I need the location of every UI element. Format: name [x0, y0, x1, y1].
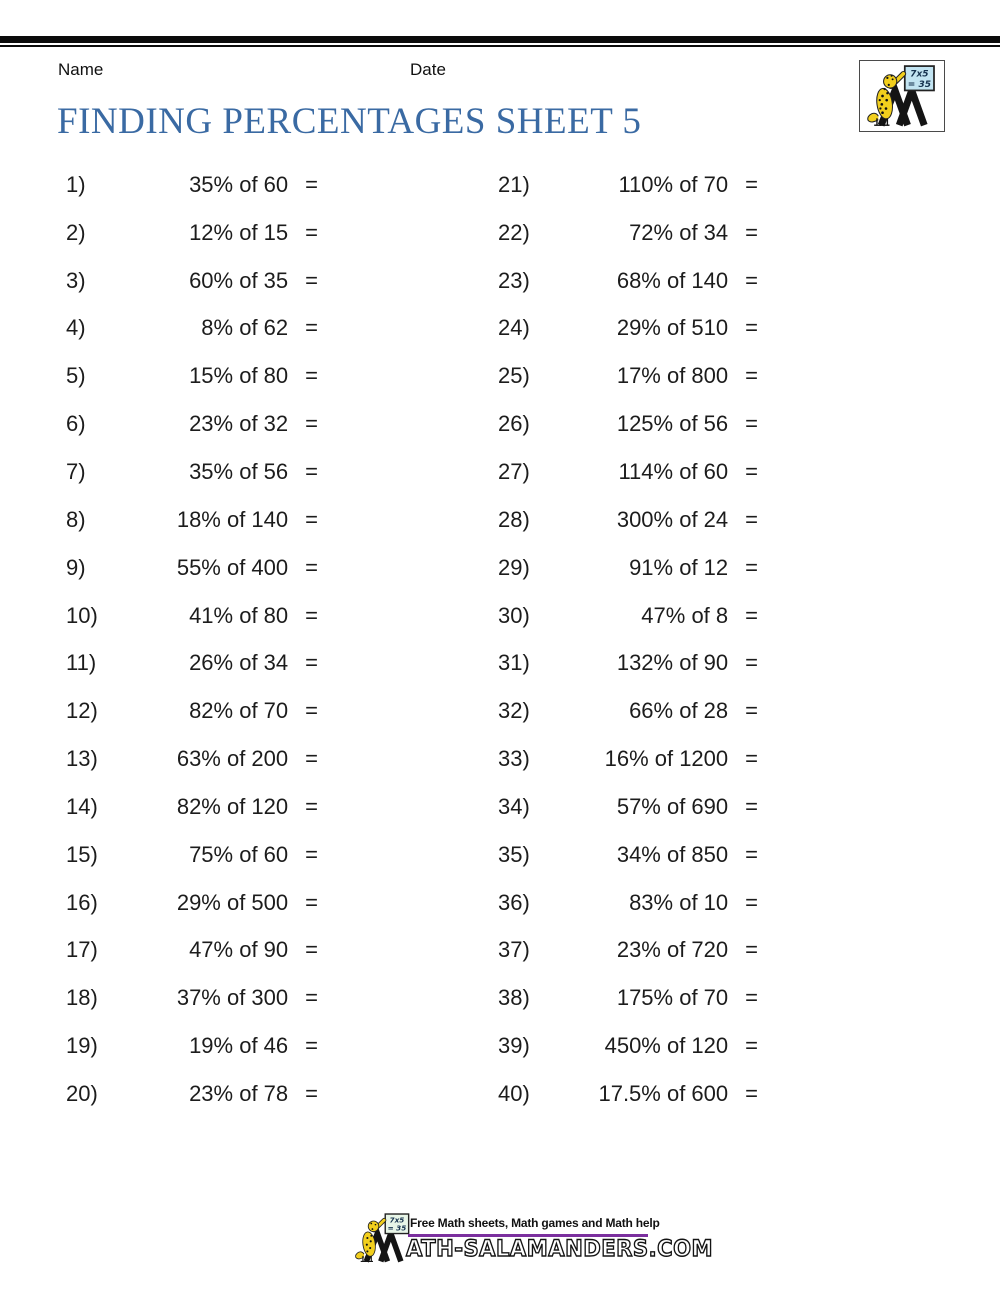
problem-row — [498, 735, 758, 783]
logo-board-line1: 7x5 — [910, 69, 929, 80]
problem-row — [498, 209, 758, 257]
problem-expression: 300% of 24 — [616, 506, 729, 532]
problem-row — [66, 735, 318, 783]
equals-sign: = — [745, 650, 758, 676]
problem-row — [498, 257, 758, 305]
problem-expression: 8% of 62 — [201, 315, 289, 341]
problem-row — [498, 544, 758, 592]
problem-expression: 37% of 300 — [176, 985, 289, 1011]
equals-sign: = — [305, 1080, 318, 1106]
top-rule-thick-line — [0, 36, 1000, 43]
problem-row — [66, 161, 318, 209]
equals-sign: = — [305, 746, 318, 772]
problem-number: 4) — [66, 315, 86, 341]
problem-expression: 125% of 56 — [616, 411, 729, 437]
problem-expression: 72% of 34 — [629, 219, 729, 245]
problem-row — [498, 305, 758, 353]
problem-number: 30) — [498, 602, 530, 628]
problem-number: 40) — [498, 1080, 530, 1106]
problem-expression: 83% of 10 — [629, 889, 729, 915]
equals-sign: = — [305, 889, 318, 915]
equals-sign: = — [745, 841, 758, 867]
problem-row — [498, 687, 758, 735]
equals-sign: = — [305, 411, 318, 437]
problem-number: 16) — [66, 889, 98, 915]
problem-number: 19) — [66, 1033, 98, 1059]
problem-row — [66, 305, 318, 353]
footer-tagline: Free Math sheets, Math games and Math help — [410, 1216, 660, 1230]
problem-row — [498, 1070, 758, 1118]
problem-row — [66, 400, 318, 448]
problem-number: 5) — [66, 363, 86, 389]
problem-expression: 110% of 70 — [618, 171, 729, 197]
problem-number: 6) — [66, 411, 86, 437]
equals-sign: = — [305, 650, 318, 676]
problem-expression: 114% of 60 — [618, 458, 729, 484]
equals-sign: = — [305, 602, 318, 628]
equals-sign: = — [305, 841, 318, 867]
equals-sign: = — [745, 458, 758, 484]
problem-expression: 26% of 34 — [189, 650, 289, 676]
problem-expression: 19% of 46 — [189, 1033, 289, 1059]
problems-left-column — [66, 161, 318, 1118]
problem-number: 20) — [66, 1080, 98, 1106]
problem-number: 35) — [498, 841, 530, 867]
problem-expression: 17.5% of 600 — [598, 1080, 729, 1106]
problem-expression: 29% of 500 — [176, 889, 289, 915]
problem-expression: 63% of 200 — [176, 746, 289, 772]
problem-row — [498, 879, 758, 927]
math-salamanders-logo-icon — [864, 64, 940, 128]
problem-row — [498, 1022, 758, 1070]
top-double-rule — [0, 36, 1000, 47]
problem-number: 22) — [498, 219, 530, 245]
problem-number: 37) — [498, 937, 530, 963]
equals-sign: = — [745, 1080, 758, 1106]
equals-sign: = — [305, 171, 318, 197]
problem-number: 34) — [498, 793, 530, 819]
footer-logo-board-line1: 7x5 — [389, 1215, 405, 1225]
problem-expression: 68% of 140 — [616, 267, 729, 293]
problem-expression: 23% of 720 — [616, 937, 729, 963]
problem-row — [66, 448, 318, 496]
problem-number: 21) — [498, 171, 530, 197]
equals-sign: = — [745, 315, 758, 341]
problem-row — [66, 974, 318, 1022]
problem-number: 13) — [66, 746, 98, 772]
problem-number: 14) — [66, 793, 98, 819]
problems-right-column — [498, 161, 758, 1118]
date-label: Date — [410, 60, 446, 79]
equals-sign: = — [305, 793, 318, 819]
problem-number: 25) — [498, 363, 530, 389]
footer-salamander-logo-icon — [354, 1212, 412, 1264]
problem-expression: 12% of 15 — [189, 219, 289, 245]
problem-row — [498, 592, 758, 640]
problem-row — [66, 879, 318, 927]
problem-expression: 57% of 690 — [616, 793, 729, 819]
problem-expression: 41% of 80 — [189, 602, 289, 628]
equals-sign: = — [745, 267, 758, 293]
equals-sign: = — [745, 171, 758, 197]
problem-number: 33) — [498, 746, 530, 772]
problem-number: 29) — [498, 554, 530, 580]
problem-expression: 18% of 140 — [176, 506, 289, 532]
equals-sign: = — [305, 698, 318, 724]
problem-expression: 15% of 80 — [189, 363, 289, 389]
problem-number: 1) — [66, 171, 86, 197]
problem-number: 3) — [66, 267, 86, 293]
problem-number: 26) — [498, 411, 530, 437]
equals-sign: = — [745, 698, 758, 724]
problem-row — [66, 783, 318, 831]
problem-row — [66, 687, 318, 735]
equals-sign: = — [745, 602, 758, 628]
problem-number: 11) — [66, 650, 97, 676]
equals-sign: = — [305, 985, 318, 1011]
problem-row — [498, 161, 758, 209]
problem-expression: 16% of 1200 — [604, 746, 729, 772]
problem-row — [66, 209, 318, 257]
problem-row — [66, 496, 318, 544]
problem-number: 23) — [498, 267, 530, 293]
equals-sign: = — [745, 793, 758, 819]
problem-row — [498, 448, 758, 496]
problem-expression: 35% of 60 — [189, 171, 289, 197]
equals-sign: = — [745, 746, 758, 772]
problem-expression: 60% of 35 — [189, 267, 289, 293]
problem-expression: 47% of 90 — [189, 937, 289, 963]
equals-sign: = — [305, 506, 318, 532]
equals-sign: = — [745, 411, 758, 437]
problem-row — [66, 1022, 318, 1070]
problem-number: 18) — [66, 985, 98, 1011]
equals-sign: = — [745, 506, 758, 532]
problem-expression: 75% of 60 — [189, 841, 289, 867]
equals-sign: = — [305, 1033, 318, 1059]
equals-sign: = — [305, 554, 318, 580]
problem-row — [498, 639, 758, 687]
problem-row — [66, 257, 318, 305]
logo-board — [905, 66, 934, 90]
problem-number: 39) — [498, 1033, 530, 1059]
equals-sign: = — [305, 219, 318, 245]
problem-expression: 132% of 90 — [616, 650, 729, 676]
problem-number: 2) — [66, 219, 86, 245]
problem-expression: 82% of 120 — [176, 793, 289, 819]
page-title: FINDING PERCENTAGES SHEET 5 — [57, 101, 642, 142]
problem-number: 7) — [66, 458, 86, 484]
problem-expression: 35% of 56 — [189, 458, 289, 484]
problem-expression: 17% of 800 — [616, 363, 729, 389]
problem-expression: 47% of 8 — [641, 602, 729, 628]
problem-row — [66, 592, 318, 640]
problem-number: 17) — [66, 937, 98, 963]
equals-sign: = — [745, 985, 758, 1011]
problem-expression: 23% of 32 — [189, 411, 289, 437]
equals-sign: = — [305, 458, 318, 484]
footer-logo-board-line2: = 35 — [387, 1223, 407, 1233]
equals-sign: = — [305, 267, 318, 293]
problem-row — [66, 544, 318, 592]
problem-number: 27) — [498, 458, 530, 484]
problem-number: 9) — [66, 554, 86, 580]
problem-expression: 82% of 70 — [189, 698, 289, 724]
problem-row — [498, 352, 758, 400]
problem-expression: 29% of 510 — [616, 315, 729, 341]
problem-number: 28) — [498, 506, 530, 532]
problem-number: 15) — [66, 841, 98, 867]
problem-row — [498, 831, 758, 879]
equals-sign: = — [745, 363, 758, 389]
equals-sign: = — [745, 1033, 758, 1059]
logo-board-line2: = 35 — [907, 79, 932, 90]
problem-number: 10) — [66, 602, 98, 628]
problem-number: 36) — [498, 889, 530, 915]
top-rule-thin-line — [0, 45, 1000, 47]
problem-number: 24) — [498, 315, 530, 341]
problem-expression: 66% of 28 — [629, 698, 729, 724]
problem-row — [66, 1070, 318, 1118]
problem-expression: 450% of 120 — [604, 1033, 729, 1059]
equals-sign: = — [745, 937, 758, 963]
problem-row — [498, 400, 758, 448]
problem-number: 12) — [66, 698, 98, 724]
problem-expression: 55% of 400 — [176, 554, 289, 580]
problem-row — [498, 927, 758, 975]
equals-sign: = — [745, 554, 758, 580]
problem-row — [66, 927, 318, 975]
problem-number: 8) — [66, 506, 86, 532]
equals-sign: = — [745, 889, 758, 915]
problem-number: 31) — [498, 650, 530, 676]
problem-number: 32) — [498, 698, 530, 724]
problem-row — [66, 639, 318, 687]
problem-row — [498, 496, 758, 544]
problem-row — [66, 831, 318, 879]
problem-expression: 91% of 12 — [629, 554, 729, 580]
problem-row — [498, 974, 758, 1022]
problem-number: 38) — [498, 985, 530, 1011]
equals-sign: = — [305, 937, 318, 963]
equals-sign: = — [305, 315, 318, 341]
footer-wordmark: ATH-SALAMANDERS.COM — [406, 1237, 714, 1262]
problem-row — [66, 352, 318, 400]
problem-expression: 175% of 70 — [616, 985, 729, 1011]
equals-sign: = — [745, 219, 758, 245]
equals-sign: = — [305, 363, 318, 389]
name-label: Name — [58, 60, 104, 79]
problem-expression: 34% of 850 — [616, 841, 729, 867]
footer — [0, 1205, 1000, 1275]
header-logo-box — [859, 60, 945, 132]
problem-row — [498, 783, 758, 831]
problem-expression: 23% of 78 — [189, 1080, 289, 1106]
